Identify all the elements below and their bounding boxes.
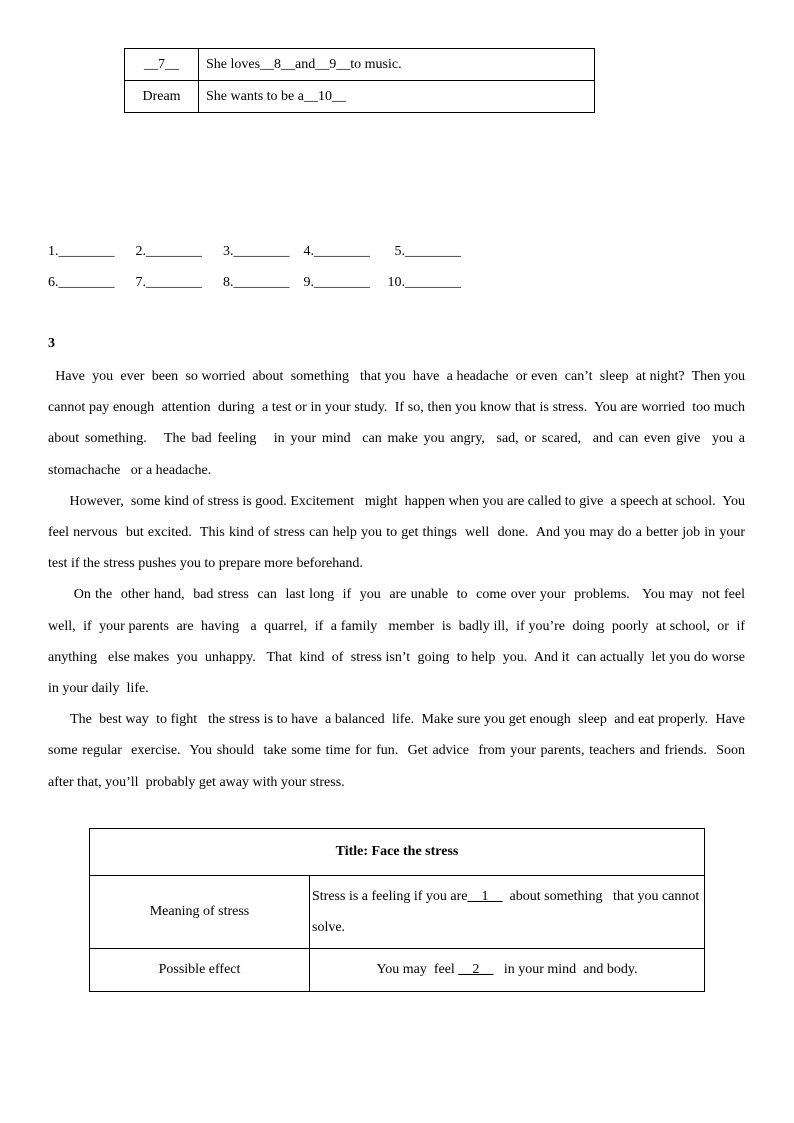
answer-line-1: 1.________ 2.________ 3.________ 4.________ 5.________ — [48, 244, 461, 259]
section-number: 3 — [48, 336, 55, 351]
table-cell-label: Dream — [125, 81, 199, 113]
table-title: Title: Face the stress — [90, 829, 705, 876]
table-row — [90, 829, 705, 876]
table-row — [90, 876, 705, 949]
paragraph: However, some kind of stress is good. Excitement might happen when you are called to give a speech at school. You feel nervous but excited. This kind of stress can help you to get things well done. And you may do a better job in your test if the stress pushes you to prepare more beforehand. — [48, 493, 749, 572]
paragraph: On the other hand, bad stress can last long if you are unable to come over your problems. You may not feel well, if your parents are having a quarrel, if a family member is badly ill, if you’re doing poorly at school, or if anything else makes you unhappy. That kind of stress isn’t going to help you. And it can actually let you do worse in your daily life. — [48, 587, 752, 697]
paragraph: The best way to fight the stress is to have a balanced life. Make sure you get enough sleep and eat properly. Have some regular exercise. You should take some time for fun. Get advice from your parents, teachers and friends. Soon after that, you’ll probably get away with your stress. — [48, 712, 753, 790]
blank-2: __2__ — [458, 962, 494, 977]
table-row — [90, 949, 705, 992]
passage — [48, 361, 753, 798]
table-cell-label: Possible effect — [90, 949, 310, 992]
table-cell-label: Meaning of stress — [90, 876, 310, 949]
table-cell-content: She loves__8__and__9__to music. — [199, 49, 595, 81]
cell-text: Stress is a feeling if you are — [312, 889, 468, 904]
cell-text: in your mind and body. — [493, 962, 638, 977]
blank-1: __1__ — [467, 889, 503, 904]
table-cell-content — [310, 949, 705, 992]
cell-text: about something that you cannot solve. — [312, 889, 707, 935]
table-row — [125, 49, 595, 81]
table-row — [125, 81, 595, 113]
cell-text: You may feel — [376, 962, 459, 977]
table-cell-content: She wants to be a__10__ — [199, 81, 595, 113]
answer-line-2: 6.________ 7.________ 8.________ 9.________ 10.________ — [48, 275, 461, 290]
table-cell-label: __7__ — [125, 49, 199, 81]
table-cell-content — [310, 876, 705, 949]
summary-table — [89, 828, 705, 992]
paragraph: Have you ever been so worried about something that you have a headache or even can’t sleep at night? Then you cannot pay enough attention during a test or in your study. If so, then you know that is stress. You are worried too much about something. The bad feeling in your mind can make you angry, sad, or scared, and can even give you a stomachache or a headache. — [48, 369, 752, 478]
top-table — [124, 48, 595, 113]
